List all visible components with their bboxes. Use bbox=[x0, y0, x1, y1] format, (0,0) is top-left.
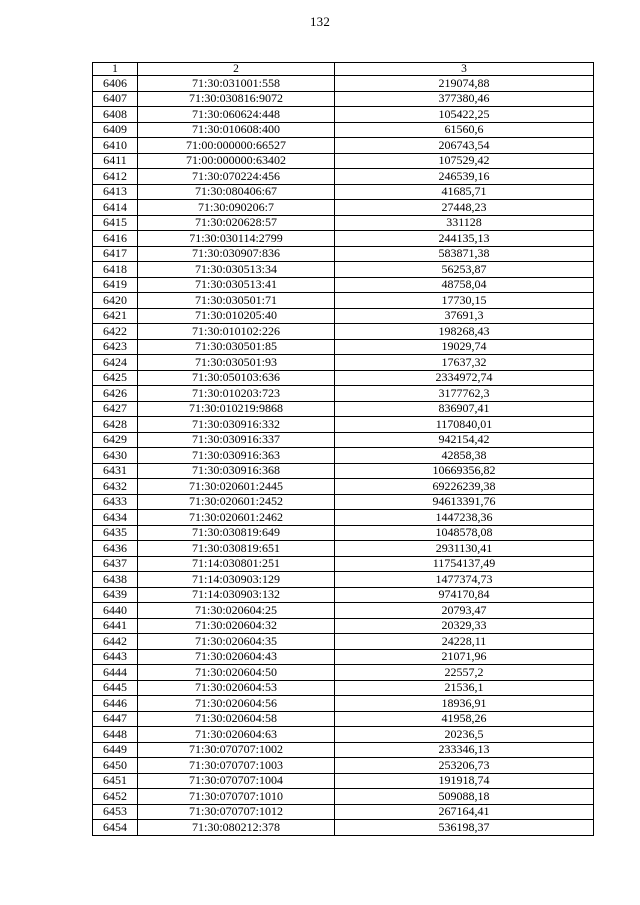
cadastral-number-cell: 71:30:020604:53 bbox=[138, 680, 335, 696]
row-number-cell: 6430 bbox=[93, 448, 138, 464]
row-number-cell: 6448 bbox=[93, 727, 138, 743]
row-number-cell: 6407 bbox=[93, 91, 138, 107]
row-number-cell: 6452 bbox=[93, 789, 138, 805]
table-row bbox=[93, 215, 594, 231]
value-cell: 206743,54 bbox=[335, 138, 594, 154]
table-row bbox=[93, 448, 594, 464]
row-number-cell: 6442 bbox=[93, 634, 138, 650]
row-number-cell: 6414 bbox=[93, 200, 138, 216]
table-row bbox=[93, 587, 594, 603]
cadastral-number-cell: 71:30:010608:400 bbox=[138, 122, 335, 138]
table-row bbox=[93, 246, 594, 262]
table-row bbox=[93, 308, 594, 324]
cadastral-number-cell: 71:30:020604:63 bbox=[138, 727, 335, 743]
value-cell: 1048578,08 bbox=[335, 525, 594, 541]
table-row bbox=[93, 153, 594, 169]
cadastral-number-cell: 71:30:020601:2445 bbox=[138, 479, 335, 495]
table-row bbox=[93, 541, 594, 557]
row-number-cell: 6449 bbox=[93, 742, 138, 758]
value-cell: 19029,74 bbox=[335, 339, 594, 355]
row-number-cell: 6450 bbox=[93, 758, 138, 774]
cadastral-number-cell: 71:30:030916:332 bbox=[138, 417, 335, 433]
cadastral-number-cell: 71:30:070707:1010 bbox=[138, 789, 335, 805]
row-number-cell: 6431 bbox=[93, 463, 138, 479]
table-row bbox=[93, 169, 594, 185]
data-table bbox=[92, 62, 594, 836]
cadastral-number-cell: 71:30:030907:836 bbox=[138, 246, 335, 262]
value-cell: 3177762,3 bbox=[335, 386, 594, 402]
cadastral-number-cell: 71:30:030916:337 bbox=[138, 432, 335, 448]
row-number-cell: 6451 bbox=[93, 773, 138, 789]
row-number-cell: 6428 bbox=[93, 417, 138, 433]
table-row bbox=[93, 339, 594, 355]
row-number-cell: 6435 bbox=[93, 525, 138, 541]
value-cell: 1170840,01 bbox=[335, 417, 594, 433]
cadastral-number-cell: 71:30:070224:456 bbox=[138, 169, 335, 185]
value-cell: 253206,73 bbox=[335, 758, 594, 774]
value-cell: 22557,2 bbox=[335, 665, 594, 681]
table-row bbox=[93, 122, 594, 138]
value-cell: 942154,42 bbox=[335, 432, 594, 448]
table-row bbox=[93, 324, 594, 340]
row-number-cell: 6432 bbox=[93, 479, 138, 495]
cadastral-number-cell: 71:30:050103:636 bbox=[138, 370, 335, 386]
row-number-cell: 6425 bbox=[93, 370, 138, 386]
cadastral-number-cell: 71:14:030903:129 bbox=[138, 572, 335, 588]
value-cell: 974170,84 bbox=[335, 587, 594, 603]
value-cell: 191918,74 bbox=[335, 773, 594, 789]
cadastral-number-cell: 71:30:070707:1004 bbox=[138, 773, 335, 789]
row-number-cell: 6443 bbox=[93, 649, 138, 665]
value-cell: 21071,96 bbox=[335, 649, 594, 665]
row-number-cell: 6437 bbox=[93, 556, 138, 572]
table-row bbox=[93, 618, 594, 634]
value-cell: 20793,47 bbox=[335, 603, 594, 619]
value-cell: 18936,91 bbox=[335, 696, 594, 712]
row-number-cell: 6420 bbox=[93, 293, 138, 309]
value-cell: 20236,5 bbox=[335, 727, 594, 743]
table-row bbox=[93, 649, 594, 665]
value-cell: 267164,41 bbox=[335, 804, 594, 820]
row-number-cell: 6444 bbox=[93, 665, 138, 681]
cadastral-number-cell: 71:30:020604:32 bbox=[138, 618, 335, 634]
table-row bbox=[93, 572, 594, 588]
row-number-cell: 6436 bbox=[93, 541, 138, 557]
value-cell: 37691,3 bbox=[335, 308, 594, 324]
row-number-cell: 6424 bbox=[93, 355, 138, 371]
table-row bbox=[93, 525, 594, 541]
value-cell: 2931130,41 bbox=[335, 541, 594, 557]
cadastral-number-cell: 71:14:030801:251 bbox=[138, 556, 335, 572]
cadastral-number-cell: 71:30:010219:9868 bbox=[138, 401, 335, 417]
value-cell: 244135,13 bbox=[335, 231, 594, 247]
value-cell: 377380,46 bbox=[335, 91, 594, 107]
table-row bbox=[93, 758, 594, 774]
cadastral-number-cell: 71:14:030903:132 bbox=[138, 587, 335, 603]
table-body bbox=[93, 76, 594, 836]
row-number-cell: 6415 bbox=[93, 215, 138, 231]
cadastral-number-cell: 71:30:030513:34 bbox=[138, 262, 335, 278]
cadastral-number-cell: 71:30:080406:67 bbox=[138, 184, 335, 200]
cadastral-number-cell: 71:30:070707:1003 bbox=[138, 758, 335, 774]
row-number-cell: 6440 bbox=[93, 603, 138, 619]
cadastral-number-cell: 71:30:020604:58 bbox=[138, 711, 335, 727]
table-row bbox=[93, 231, 594, 247]
cadastral-number-cell: 71:30:010205:40 bbox=[138, 308, 335, 324]
cadastral-number-cell: 71:30:090206:7 bbox=[138, 200, 335, 216]
value-cell: 41958,26 bbox=[335, 711, 594, 727]
cadastral-number-cell: 71:30:020604:35 bbox=[138, 634, 335, 650]
value-cell: 56253,87 bbox=[335, 262, 594, 278]
table-row bbox=[93, 463, 594, 479]
cadastral-number-cell: 71:30:020604:25 bbox=[138, 603, 335, 619]
row-number-cell: 6441 bbox=[93, 618, 138, 634]
cadastral-number-cell: 71:30:070707:1002 bbox=[138, 742, 335, 758]
value-cell: 233346,13 bbox=[335, 742, 594, 758]
table-row bbox=[93, 634, 594, 650]
cadastral-number-cell: 71:30:010203:723 bbox=[138, 386, 335, 402]
value-cell: 42858,38 bbox=[335, 448, 594, 464]
cadastral-number-cell: 71:30:030916:363 bbox=[138, 448, 335, 464]
column-header-1: 1 bbox=[93, 63, 138, 76]
cadastral-number-cell: 71:30:030816:9072 bbox=[138, 91, 335, 107]
table-row bbox=[93, 432, 594, 448]
cadastral-number-cell: 71:30:030513:41 bbox=[138, 277, 335, 293]
value-cell: 94613391,76 bbox=[335, 494, 594, 510]
value-cell: 1447238,36 bbox=[335, 510, 594, 526]
table-row bbox=[93, 494, 594, 510]
value-cell: 21536,1 bbox=[335, 680, 594, 696]
row-number-cell: 6406 bbox=[93, 76, 138, 92]
row-number-cell: 6418 bbox=[93, 262, 138, 278]
row-number-cell: 6454 bbox=[93, 820, 138, 836]
value-cell: 69226239,38 bbox=[335, 479, 594, 495]
cadastral-number-cell: 71:30:020604:50 bbox=[138, 665, 335, 681]
cadastral-number-cell: 71:30:030819:651 bbox=[138, 541, 335, 557]
table-row bbox=[93, 665, 594, 681]
cadastral-number-cell: 71:30:010102:226 bbox=[138, 324, 335, 340]
cadastral-number-cell: 71:30:020604:43 bbox=[138, 649, 335, 665]
cadastral-number-cell: 71:30:080212:378 bbox=[138, 820, 335, 836]
table-row bbox=[93, 76, 594, 92]
value-cell: 509088,18 bbox=[335, 789, 594, 805]
row-number-cell: 6427 bbox=[93, 401, 138, 417]
row-number-cell: 6433 bbox=[93, 494, 138, 510]
value-cell: 27448,23 bbox=[335, 200, 594, 216]
cadastral-number-cell: 71:30:030501:85 bbox=[138, 339, 335, 355]
row-number-cell: 6419 bbox=[93, 277, 138, 293]
value-cell: 2334972,74 bbox=[335, 370, 594, 386]
row-number-cell: 6439 bbox=[93, 587, 138, 603]
table-row bbox=[93, 401, 594, 417]
table-row bbox=[93, 417, 594, 433]
value-cell: 107529,42 bbox=[335, 153, 594, 169]
value-cell: 11754137,49 bbox=[335, 556, 594, 572]
table-row bbox=[93, 200, 594, 216]
table-row bbox=[93, 773, 594, 789]
value-cell: 17637,32 bbox=[335, 355, 594, 371]
cadastral-number-cell: 71:30:070707:1012 bbox=[138, 804, 335, 820]
column-header-3: 3 bbox=[335, 63, 594, 76]
table-row bbox=[93, 386, 594, 402]
table-row bbox=[93, 727, 594, 743]
table-row bbox=[93, 696, 594, 712]
row-number-cell: 6408 bbox=[93, 107, 138, 123]
value-cell: 105422,25 bbox=[335, 107, 594, 123]
cadastral-number-cell: 71:30:020604:56 bbox=[138, 696, 335, 712]
cadastral-number-cell: 71:30:030501:71 bbox=[138, 293, 335, 309]
row-number-cell: 6416 bbox=[93, 231, 138, 247]
row-number-cell: 6411 bbox=[93, 153, 138, 169]
value-cell: 41685,71 bbox=[335, 184, 594, 200]
table-row bbox=[93, 820, 594, 836]
table-row bbox=[93, 293, 594, 309]
table-row bbox=[93, 804, 594, 820]
column-header-2: 2 bbox=[138, 63, 335, 76]
table-row bbox=[93, 742, 594, 758]
value-cell: 48758,04 bbox=[335, 277, 594, 293]
cadastral-number-cell: 71:30:060624:448 bbox=[138, 107, 335, 123]
cadastral-number-cell: 71:00:000000:66527 bbox=[138, 138, 335, 154]
row-number-cell: 6422 bbox=[93, 324, 138, 340]
value-cell: 198268,43 bbox=[335, 324, 594, 340]
table-row bbox=[93, 603, 594, 619]
value-cell: 20329,33 bbox=[335, 618, 594, 634]
row-number-cell: 6453 bbox=[93, 804, 138, 820]
table-row bbox=[93, 184, 594, 200]
table-row bbox=[93, 510, 594, 526]
row-number-cell: 6409 bbox=[93, 122, 138, 138]
cadastral-number-cell: 71:00:000000:63402 bbox=[138, 153, 335, 169]
value-cell: 1477374,73 bbox=[335, 572, 594, 588]
table-row bbox=[93, 91, 594, 107]
cadastral-number-cell: 71:30:020601:2452 bbox=[138, 494, 335, 510]
table-row bbox=[93, 556, 594, 572]
value-cell: 10669356,82 bbox=[335, 463, 594, 479]
row-number-cell: 6417 bbox=[93, 246, 138, 262]
table-row bbox=[93, 262, 594, 278]
value-cell: 536198,37 bbox=[335, 820, 594, 836]
table-row bbox=[93, 107, 594, 123]
cadastral-number-cell: 71:30:030916:368 bbox=[138, 463, 335, 479]
row-number-cell: 6426 bbox=[93, 386, 138, 402]
cadastral-number-cell: 71:30:030819:649 bbox=[138, 525, 335, 541]
value-cell: 836907,41 bbox=[335, 401, 594, 417]
table-row bbox=[93, 370, 594, 386]
table-row bbox=[93, 277, 594, 293]
cadastral-number-cell: 71:30:030114:2799 bbox=[138, 231, 335, 247]
value-cell: 24228,11 bbox=[335, 634, 594, 650]
table-header-row bbox=[93, 63, 594, 76]
row-number-cell: 6423 bbox=[93, 339, 138, 355]
row-number-cell: 6421 bbox=[93, 308, 138, 324]
row-number-cell: 6429 bbox=[93, 432, 138, 448]
cadastral-number-cell: 71:30:031001:558 bbox=[138, 76, 335, 92]
page-number: 132 bbox=[309, 14, 331, 29]
value-cell: 246539,16 bbox=[335, 169, 594, 185]
table-row bbox=[93, 711, 594, 727]
row-number-cell: 6410 bbox=[93, 138, 138, 154]
row-number-cell: 6447 bbox=[93, 711, 138, 727]
table-row bbox=[93, 680, 594, 696]
table-row bbox=[93, 138, 594, 154]
row-number-cell: 6438 bbox=[93, 572, 138, 588]
value-cell: 61560,6 bbox=[335, 122, 594, 138]
row-number-cell: 6446 bbox=[93, 696, 138, 712]
table-row bbox=[93, 789, 594, 805]
row-number-cell: 6445 bbox=[93, 680, 138, 696]
table-row bbox=[93, 479, 594, 495]
value-cell: 17730,15 bbox=[335, 293, 594, 309]
value-cell: 331128 bbox=[335, 215, 594, 231]
row-number-cell: 6413 bbox=[93, 184, 138, 200]
cadastral-number-cell: 71:30:020628:57 bbox=[138, 215, 335, 231]
value-cell: 583871,38 bbox=[335, 246, 594, 262]
row-number-cell: 6434 bbox=[93, 510, 138, 526]
table-row bbox=[93, 355, 594, 371]
row-number-cell: 6412 bbox=[93, 169, 138, 185]
value-cell: 219074,88 bbox=[335, 76, 594, 92]
cadastral-number-cell: 71:30:020601:2462 bbox=[138, 510, 335, 526]
cadastral-number-cell: 71:30:030501:93 bbox=[138, 355, 335, 371]
